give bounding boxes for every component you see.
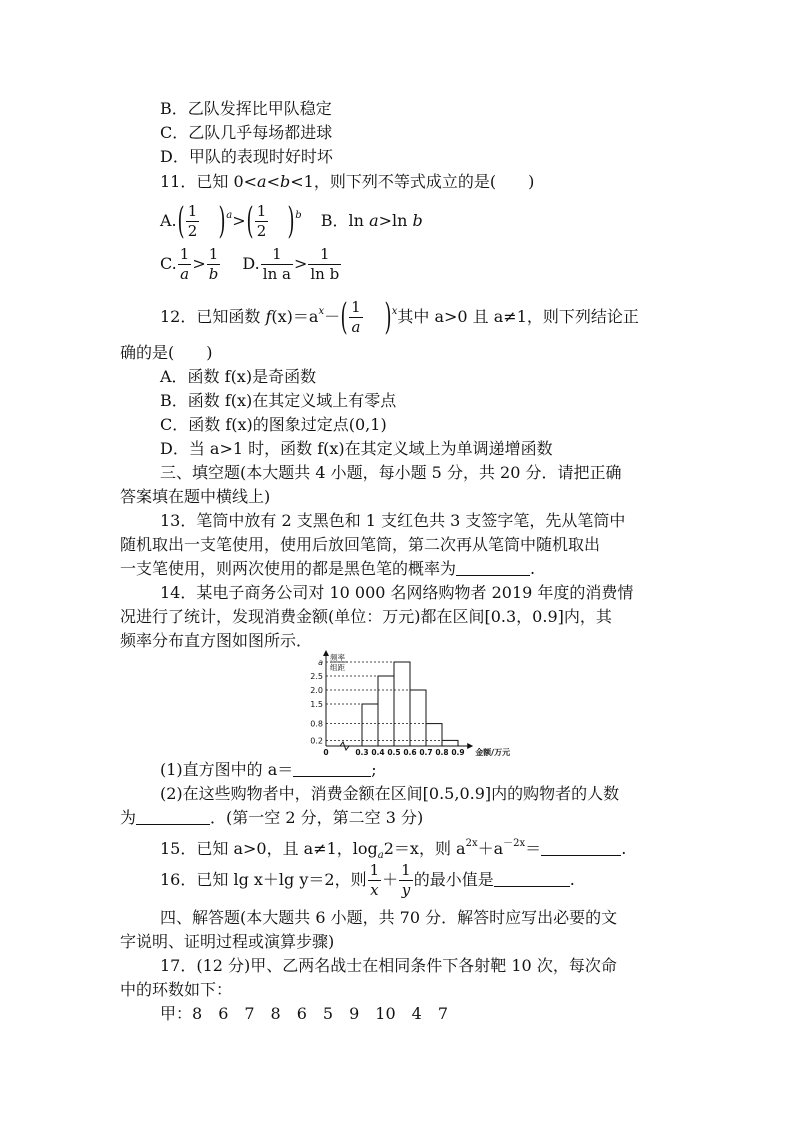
x-tick-label: 0.9 (451, 748, 465, 756)
q11-stem: 11．已知 0<a<b<1，则下列不等式成立的是( ) (160, 172, 535, 191)
x-axis-label: 金额/万元 (475, 748, 511, 756)
y-tick-label: 0.8 (310, 719, 323, 729)
histogram-bar (362, 704, 378, 746)
q14-answer-blank-2[interactable] (136, 810, 210, 825)
x-axis-arrow (467, 743, 473, 749)
q14-line2: 况进行了统计，发现消费金额(单位：万元)都在区间[0.3，0.9]内，其 (120, 607, 612, 626)
q12-option-a: A．函数 f(x)是奇函数 (160, 367, 317, 386)
q14-line1: 14．某电子商务公司对 10 000 名网络购物者 2019 年度的消费情 (160, 583, 634, 602)
x-tick-label: 0.8 (435, 748, 449, 756)
x-tick-label: 0 (323, 748, 329, 756)
section4-heading: 四、解答题(本大题共 6 小题，共 70 分．解答时应写出必要的文 (160, 908, 618, 927)
q13-line2: 随机取出一支笔使用，使用后放回笔筒，第二次再从笔筒中随机取出 (120, 535, 601, 554)
y-tick-label: 1.5 (310, 700, 323, 709)
y-tick-label: 2.5 (310, 672, 323, 681)
x-tick-label: 0.7 (419, 748, 433, 756)
histogram-bar (394, 662, 410, 746)
x-tick-label: 0.3 (355, 748, 369, 756)
histogram-bar (378, 676, 394, 746)
q13-line1: 13．笔筒中放有 2 支黑色和 1 支红色共 3 支签字笔，先从笔筒中 (160, 511, 626, 530)
q14-line3: 频率分布直方图如图所示． (120, 631, 313, 650)
q16-answer-blank[interactable] (494, 872, 570, 887)
q13-line3: 一支笔使用，则两次使用的都是黑色笔的概率为 . (120, 559, 536, 578)
q16: 16．已知 lg x＋lg y＝2，则 $\frac{1}{x}$ ＋ $\frac{1}{y}$ 的最小值是 . (160, 861, 575, 899)
x-tick-label: 0.6 (403, 748, 417, 756)
q10-option-c: C．乙队几乎每场都进球 (160, 123, 333, 142)
q11-options-ab: A.( $\frac{1}{2}$ )$^a$>( $\frac{1}{2}$ )$^b$ B．ln a>ln b (160, 200, 423, 242)
q14-sub1: (1)直方图中的 a＝ ; (160, 760, 377, 779)
q10-option-d: D．甲队的表现时好时坏 (160, 147, 333, 166)
q14-sub2: (2)在这些购物者中，消费金额在区间[0.5,0.9]内的购物者的人数 (160, 784, 620, 803)
q17-line1: 17．(12 分)甲、乙两名战士在相同条件下各射靶 10 次，每次命 (160, 956, 617, 975)
q15-answer-blank[interactable] (541, 841, 621, 856)
frequency-histogram (308, 650, 528, 756)
histogram-bar (426, 724, 442, 746)
y-tick-label: 0.2 (310, 736, 323, 746)
q11-options-cd: C. $\frac{1}{a}$ > $\frac{1}{b}$ D. $\frac{1}{\text{ln a}}$ > $\frac{1}{\text{ln b}}$ (160, 245, 340, 283)
x-tick-label: 0.4 (371, 748, 385, 756)
y-tick-label: a (318, 658, 323, 667)
histogram-bar (442, 740, 458, 746)
q12-stem-cont: 确的是( ) (120, 343, 213, 362)
y-axis-arrow (323, 650, 329, 656)
section3-heading-cont: 答案填在题中横线上) (120, 487, 271, 506)
section3-heading: 三、填空题(本大题共 4 小题，每小题 5 分，共 20 分．请把正确 (160, 463, 622, 482)
q10-option-b: B．乙队发挥比甲队稳定 (160, 99, 332, 118)
q14-sub2-cont: 为 ．(第一空 2 分，第二空 3 分) (120, 808, 424, 827)
y-axis-label-bottom: 组距 (330, 663, 345, 672)
y-tick-label: 2.0 (310, 686, 323, 695)
q15: 15．已知 a>0，且 a≠1，$\log_a2=x$，则 $a^{2x}+a^{-2x}=$ . (160, 838, 627, 861)
q12-stem: 12．已知函数 $f(x)=a^x-$( $\frac{1}{a}$ )$^x$其中 a>0 且 a≠1，则下列结论正 (160, 296, 639, 338)
histogram-bar (410, 690, 426, 746)
q17-line2: 中的环数如下： (120, 980, 233, 999)
q14-answer-blank-1[interactable] (293, 762, 371, 777)
q17-jia-scores: 甲：8 6 7 8 6 5 9 10 4 7 (160, 1004, 448, 1023)
x-tick-label: 0.5 (387, 748, 401, 756)
y-axis-label-top: 频率 (330, 653, 345, 662)
q12-option-d: D．当 a>1 时，函数 f(x)在其定义域上为单调递增函数 (160, 439, 553, 458)
q12-option-c: C．函数 f(x)的图象过定点(0,1) (160, 415, 387, 434)
q12-option-b: B．函数 f(x)在其定义域上有零点 (160, 391, 397, 410)
section4-heading-cont: 字说明、证明过程或演算步骤) (120, 932, 335, 951)
q13-answer-blank[interactable] (456, 561, 530, 576)
